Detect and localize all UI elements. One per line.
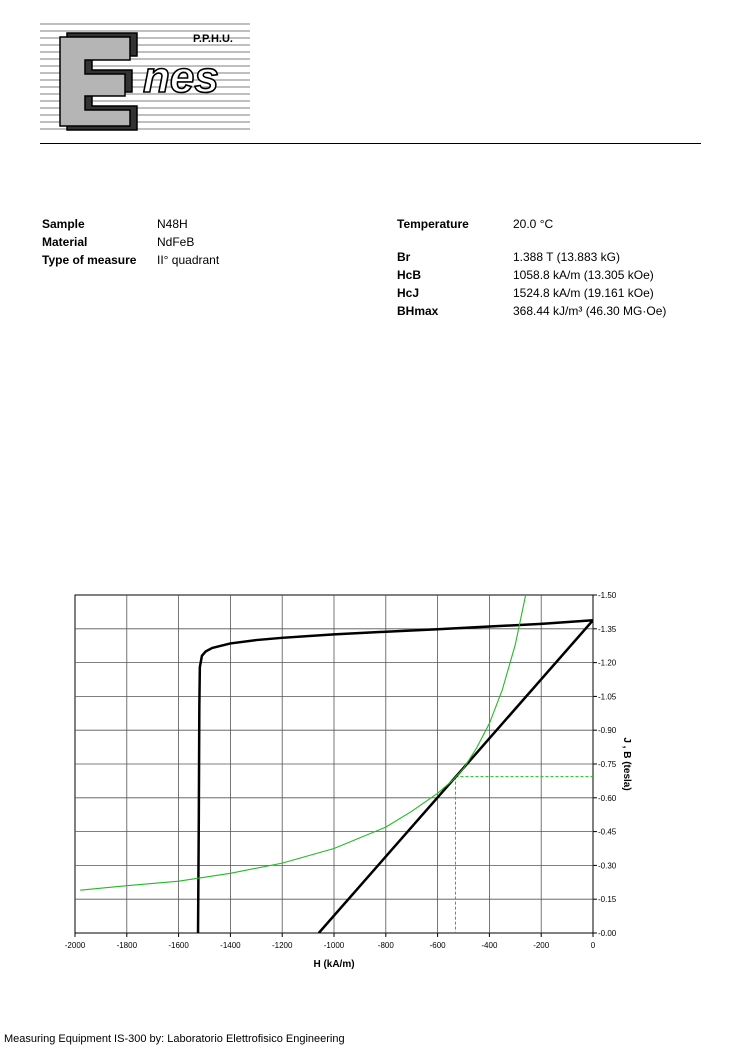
x-axis-label: H (kA/m) <box>313 959 355 970</box>
hcj-label: HcJ <box>397 286 420 300</box>
temperature-label: Temperature <box>397 217 469 231</box>
y-tick-label: -0.15 <box>598 895 617 905</box>
material-value: NdFeB <box>157 235 195 249</box>
y-tick-label: -1.50 <box>598 591 617 600</box>
x-tick-label: -400 <box>481 941 498 950</box>
x-tick-label: -1800 <box>116 941 138 950</box>
x-tick-label: -600 <box>429 941 446 950</box>
y-tick-label: -1.05 <box>598 692 617 702</box>
demagnetization-chart <box>0 580 735 980</box>
measure-type-label: Type of measure <box>42 253 137 267</box>
y-tick-label: -0.60 <box>598 793 617 803</box>
hcb-value: 1058.8 kA/m (13.305 kOe) <box>513 268 654 282</box>
logo-pphu: P.P.H.U. <box>193 33 233 45</box>
header-divider <box>40 143 701 144</box>
logo-nes: nes <box>143 53 219 102</box>
y-axis-label: J , B (tesla) <box>621 737 632 791</box>
logo-letter-e <box>60 37 130 126</box>
x-axis-ticks <box>65 933 596 950</box>
br-label: Br <box>397 250 411 264</box>
bhmax-label: BHmax <box>397 304 439 318</box>
x-tick-label: -1000 <box>323 941 345 950</box>
br-value: 1.388 T (13.883 kG) <box>513 250 620 264</box>
x-tick-label: -1200 <box>271 941 293 950</box>
temperature-value: 20.0 °C <box>513 217 554 231</box>
x-tick-label: -200 <box>533 941 550 950</box>
x-tick-label: -2000 <box>64 941 86 950</box>
measure-type-value: II° quadrant <box>157 253 220 267</box>
y-tick-label: -1.20 <box>598 658 617 668</box>
y-tick-label: -0.75 <box>598 760 617 769</box>
y-tick-label: -0.30 <box>598 861 617 871</box>
footer-text: Measuring Equipment IS-300 by: Laboratorio Elettrofisico Engineering <box>4 1033 345 1045</box>
x-tick-label: 0 <box>590 941 596 950</box>
hcb-label: HcB <box>397 268 422 282</box>
y-tick-label: -0.90 <box>598 726 617 736</box>
bhmax-value: 368.44 kJ/m³ (46.30 MG·Oe) <box>513 304 667 318</box>
x-tick-label: -1400 <box>220 941 241 950</box>
enes-logo <box>40 20 250 132</box>
y-tick-label: -0.00 <box>598 929 617 938</box>
x-tick-label: -800 <box>377 941 394 950</box>
hcj-value: 1524.8 kA/m (19.161 kOe) <box>513 286 654 300</box>
y-tick-label: -1.35 <box>598 624 617 634</box>
sample-value: N48H <box>157 217 188 231</box>
x-tick-label: -1600 <box>168 941 189 950</box>
y-tick-label: -0.45 <box>598 827 617 837</box>
y-axis-ticks <box>593 591 617 938</box>
sample-label: Sample <box>42 217 85 231</box>
material-label: Material <box>42 235 88 249</box>
